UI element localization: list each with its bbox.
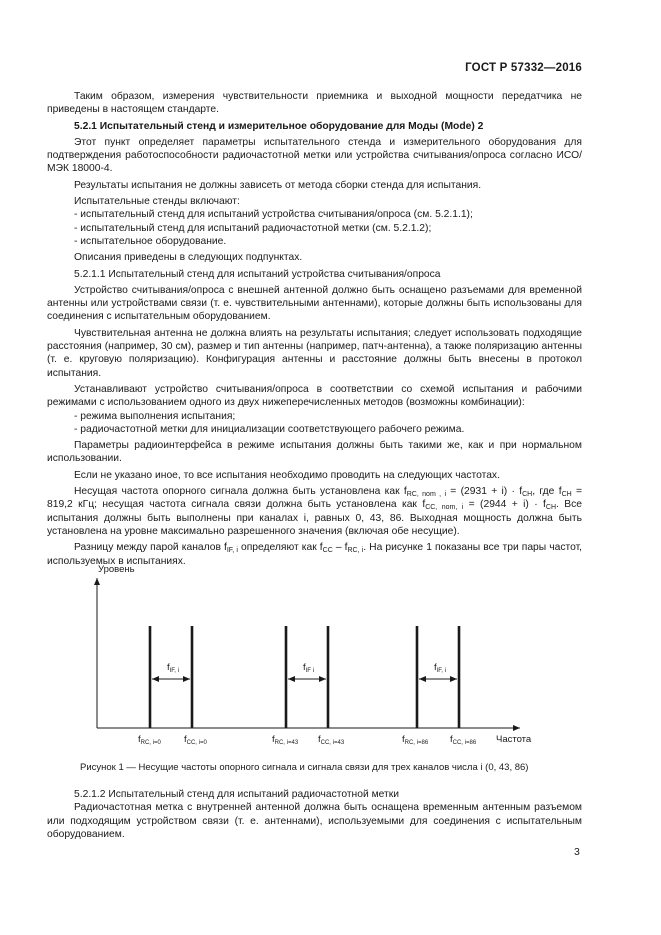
subsection-heading: 5.2.1.2 Испытательный стенд для испытаний радиочастотной метки	[74, 789, 400, 800]
paragraph: Радиочастотная метка с внутренней антенной должна быть оснащена временным антенным разъемом или подходящим устройством связи (т. е. антеннами), используемыми для соединения с испытательным оборудованием.	[47, 802, 582, 840]
if-label: $f_{IF i}$	[303, 662, 314, 674]
main-text	[47, 90, 582, 568]
main-text-continued	[47, 788, 582, 841]
frequency-diagram	[60, 558, 580, 763]
cc-label: $f_{CC, i=86}$	[450, 734, 477, 746]
x-axis-label: Частота	[496, 734, 532, 745]
paragraph: Устанавливают устройство считывания/опроса в соответствии со схемой испытания и рабочими режимами с использованием одного из двух нижеперечисленных методов (возможны комбинации):	[47, 383, 582, 409]
rc-label: $f_{RC, i=0}$	[138, 734, 161, 746]
paragraph: Этот пункт определяет параметры испытательного стенда и измерительного оборудования для подтверждения работоспособности радиочастотной метки или устройства считывания/опроса согласно ИСО/МЭК 18000-4.	[47, 136, 582, 175]
list-item: - испытательный стенд для испытаний устройства считывания/опроса (см. 5.2.1.1);	[74, 209, 473, 221]
paragraph: Таким образом, измерения чувствительности приемника и выходной мощности передатчика не приведены в настоящем стандарте.	[47, 91, 582, 116]
y-axis-label: Уровень	[98, 564, 135, 575]
subsection-heading: 5.2.1.1 Испытательный стенд для испытаний устройства считывания/опроса	[74, 268, 441, 280]
page-number: 3	[574, 846, 580, 858]
list-item: - радиочастотной метки для инициализации соответствующего рабочего режима.	[74, 423, 465, 435]
if-label: $f_{IF, i}$	[167, 662, 179, 674]
paragraph: Результаты испытания не должны зависеть от метода сборки стенда для испытания.	[74, 179, 482, 191]
diagram-svg	[60, 558, 580, 763]
cc-label: $f_{CC, i=0}$	[184, 734, 207, 746]
paragraph: Параметры радиоинтерфейса в режиме испытания должны быть такими же, как и при нормальном использовании.	[47, 440, 582, 465]
list-item: - испытательный стенд для испытаний радиочастотной метки (см. 5.2.1.2);	[74, 222, 432, 234]
channel-difference-paragraph: Разницу между парой каналов $f_{IF, i}$ определяют как $f_{CC} - f_{RC, i}$. На рисунке 1 показаны все три пары частот, используемых в испытаниях.	[47, 542, 582, 567]
paragraph: Чувствительная антенна не должна влиять на результаты испытания; следует использовать подходящие расстояния (например, 30 см), размер и тип антенны (например, патч-антенна), а также поляризацию антенны (т. е. круговую поляризацию). Конфигурация антенны и расстояние должны быть внесены в протокол испытания.	[47, 327, 582, 379]
list-item: - режима выполнения испытания;	[74, 410, 236, 422]
if-label: $f_{IF, i}$	[434, 662, 446, 674]
paragraph: Испытательные стенды включают:	[74, 196, 240, 208]
cc-label: $f_{CC, i=43}$	[318, 734, 345, 746]
paragraph: Описания приведены в следующих подпунктах.	[74, 252, 303, 264]
paragraph: Если не указано иное, то все испытания необходимо проводить на следующих частотах.	[74, 469, 500, 481]
standard-number: ГОСТ Р 57332—2016	[465, 62, 582, 74]
paragraph: Устройство считывания/опроса с внешней антенной должно быть оснащено разъемами для временной антенны или устройствами связи (т. е. чувствительными антеннами), которые должны быть использованы для соединения с испытательным оборудованием.	[47, 284, 582, 323]
rc-label: $f_{RC, i=86}$	[402, 734, 429, 746]
rc-label: $f_{RC, i=43}$	[272, 734, 299, 746]
figure-caption: Рисунок 1 — Несущие частоты опорного сигнала и сигнала связи для трех каналов числа i (0, 43, 86)	[80, 762, 529, 773]
frequency-paragraph: Несущая частота опорного сигнала должна быть установлена как $f_{RC, nom , i} = (2931 + i) \cdot f_{CH}$, где $f_{CH} = 819,2$ кГц; несущая частота сигнала связи должна быть установлена как $f_{CC, nom, i} = (2944 + i) \cdot f_{CH}$. Все испытания должны быть выполнены при каналах i, равных 0, 43, 86. Выходная мощность должна быть установлена на уровне максимально разрешенного значения (включая обе несущие).	[47, 486, 583, 537]
list-item: - испытательное оборудование.	[74, 235, 227, 247]
section-heading: 5.2.1 Испытательный стенд и измерительное оборудование для Моды (Mode) 2	[74, 120, 484, 132]
